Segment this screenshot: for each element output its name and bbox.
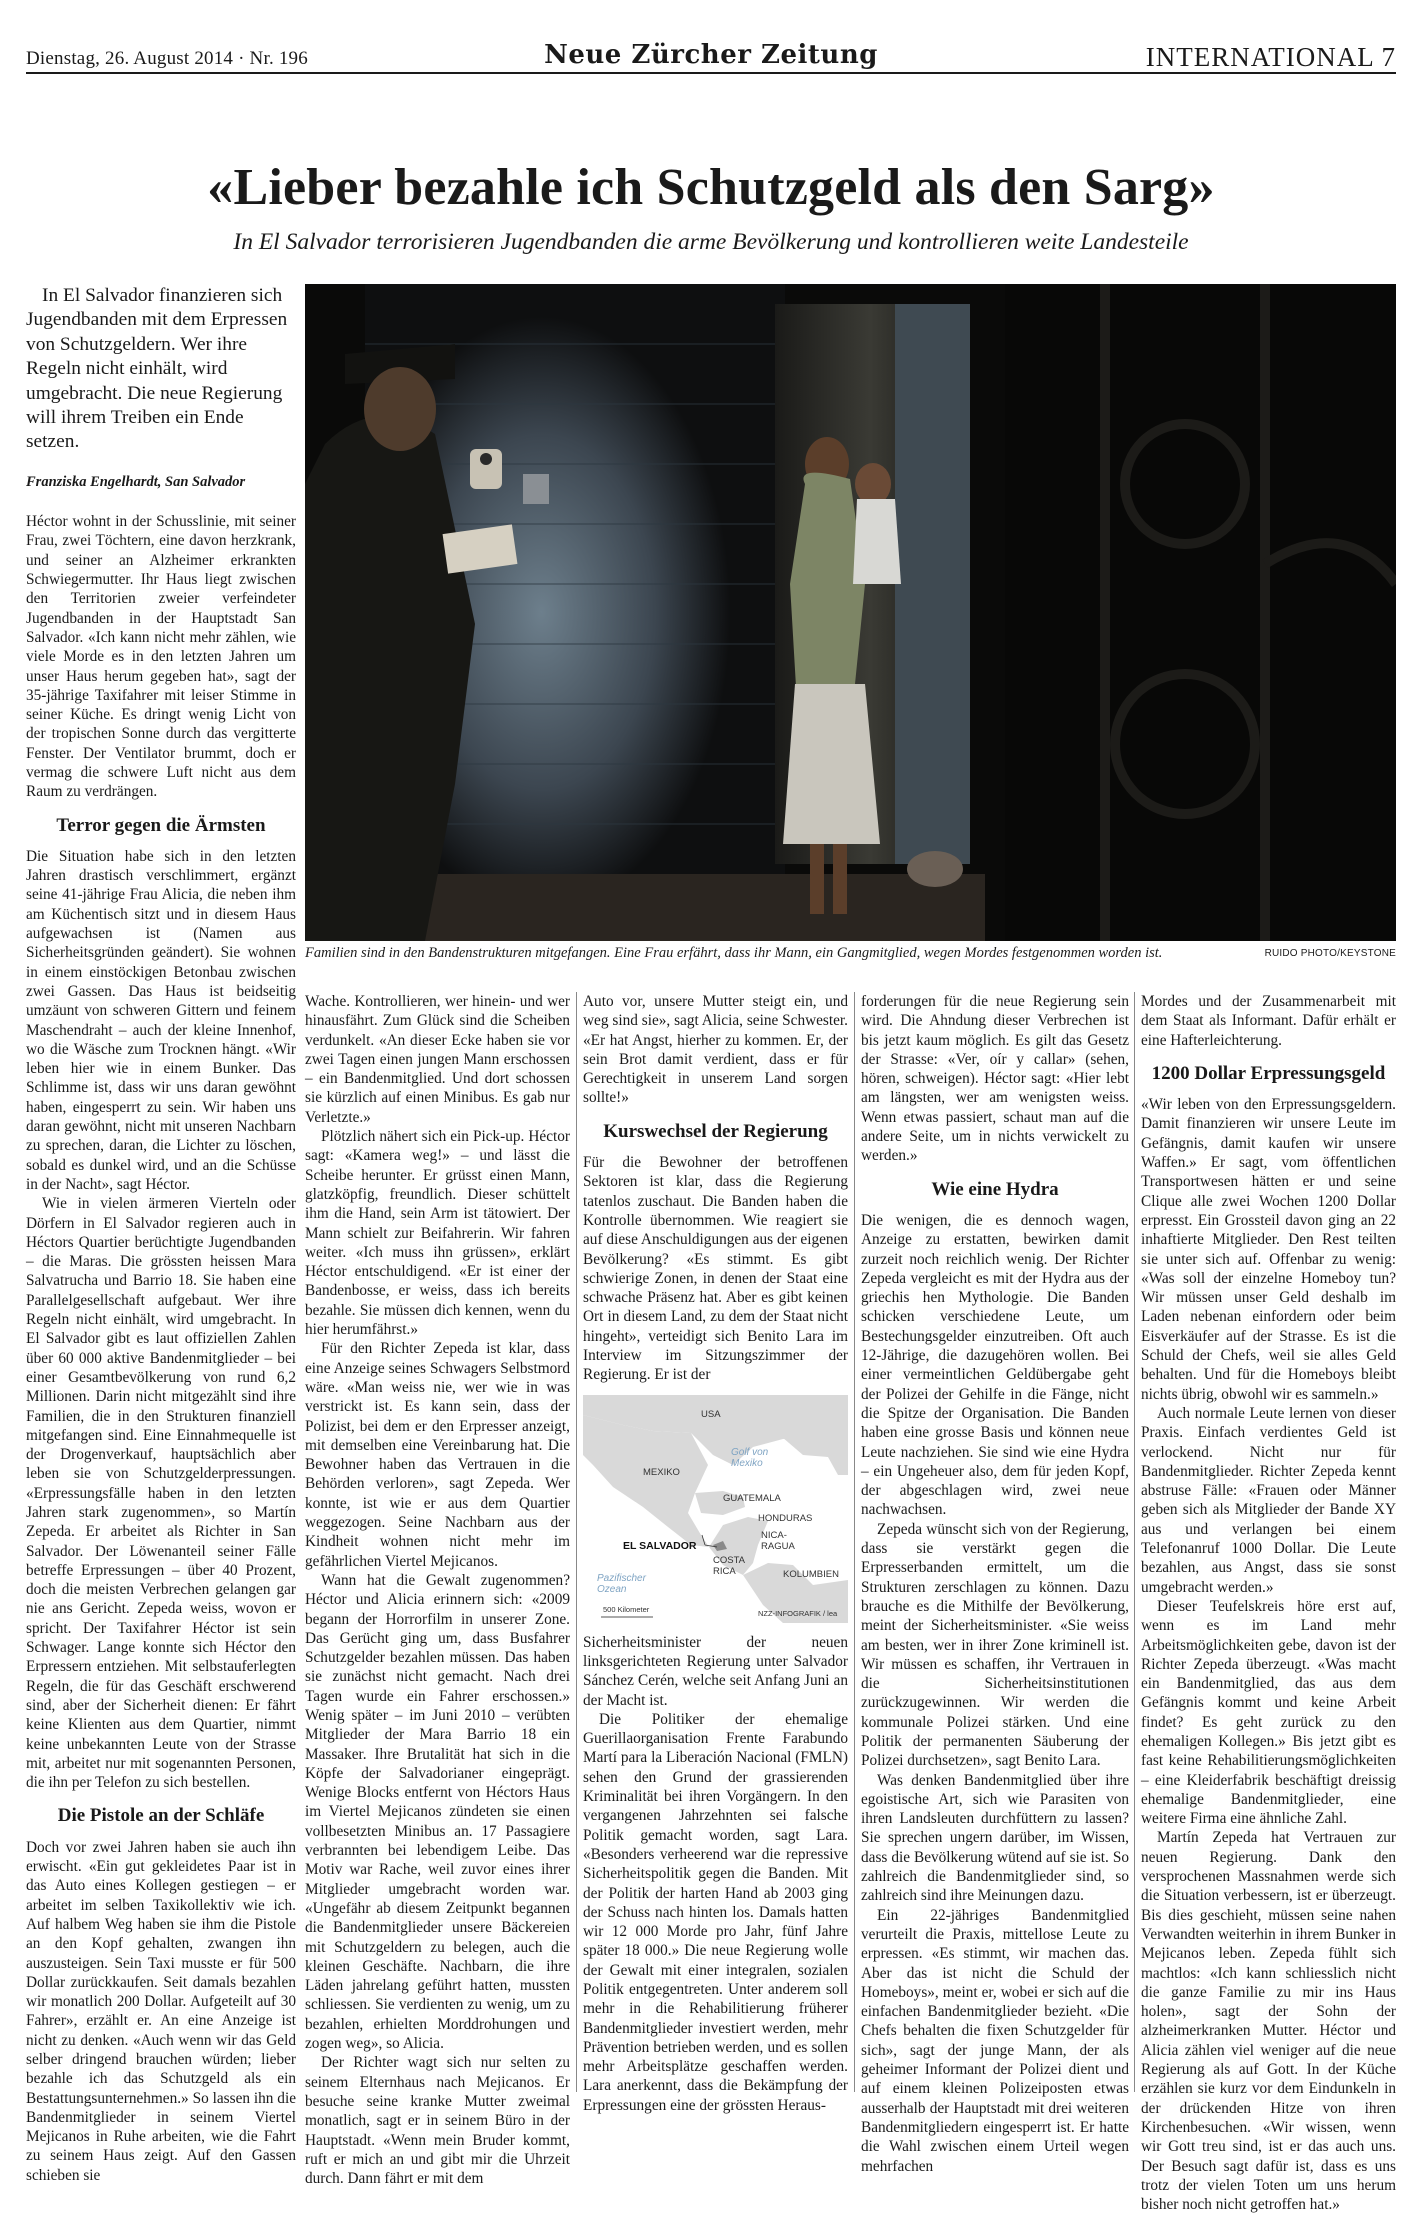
body-paragraph: Ein 22-jähriges Bandenmitglied verurteilt die Praxis, mittellose Leute zu erpressen. «Es stimmt, wir machen das. Aber das ist nicht die Schuld der Homeboys», meint er, wobei er sich auf die einfachen Bandenmitglieder bezieht. «Die Chefs behalten die fixen Schutzgelder für sich», sagt der junge Mann, der als geheimer Informant der Polizei dient und auf einem kleinen Polizeiposten etwas ausserhalb der Hauptstadt mit drei weiteren Bandenmitgliedern eingesperrt ist. Er hatte die Wahl zwischen einem Urteil wegen mehrfachen xyxy=(861,1906,1129,2175)
body-paragraph: Martín Zepeda hat Vertrauen zur neuen Regierung. Dank den versprochenen Massnahmen werde sich die Situation verbessern, ist er überzeugt. Bis dies geschieht, müssen seine nahen Verwandten weiterhin in ihrem Bunker in Mejicanos leben. Zepeda fühlt sich machtlos: «Ich kann schliesslich nicht die ganze Familie zu mir ins Haus holen», sagt der Sohn der alzheimerkranken Mutter. Héctor und Alicia zählen viel weniger auf die neue Regierung als auf Gott. In der Küche erzählen sie kurz vor dem Eindunkeln in der drückenden Hitze von ihren Kirchenbesuchen. «Wir wissen, wenn wir Gott treu sind, ist er das auch uns. Der Besuch sagt dafür ist, dass es uns trotz der vielen Toten um uns herum bisher noch nicht getroffen hat.» xyxy=(1141,1829,1396,2214)
column-1 xyxy=(26,284,296,2185)
body-paragraph: Sicherheitsminister der neuen linksgerichteten Regierung unter Salvador Sánchez Cerén, welche seit Anfang Juni an der Macht ist. xyxy=(583,1633,848,1709)
crosshead: Wie eine Hydra xyxy=(931,1178,1059,1200)
body-paragraph: Mordes und der Zusammenarbeit mit dem Staat als Informant. Dafür erhält er eine Hafterleichterung. xyxy=(1141,993,1396,1049)
body-paragraph: Wie in vielen ärmeren Vierteln oder Dörfern in El Salvador regieren auch in Héctors Quartier berüchtigte Jugendbanden – die Maras. Die grössten heissen Mara Salvatrucha und Barrio 18. Sie haben eine Parallelgesellschaft aufgebaut. Wer ihre Regeln nicht einhält, wird umgebracht. In El Salvador gibt es laut offiziellen Zahlen über 60 000 aktive Bandenmitglieder – bei einer Gesamtbevölkerung von rund 6,2 Millionen. Darin nicht mitgezählt sind ihre Familien, die in den Strukturen finanziell mitgefangen sind. Eine Einnahmequelle ist der Drogenverkauf, hauptsächlich aber leben sie von Schutzgelderpressungen. «Erpressungsfälle haben in den letzten Jahren stark zugenommen», so Martín Zepeda. Er arbeitet als Richter in San Salvador. Der Löwenanteil seiner Fälle betreffe Erpressungen – über 40 Prozent, doch die meisten Verbrechen gelangen gar nie ans Gericht. Zepeda weiss, wovon er spricht. Der Taxifahrer Héctor ist sein Schwager. Lange konnte sich Héctor den Erpressern entziehen. Mit selbstauferlegten Regeln, die für das Geschäft erschwerend sind, aber der Sicherheit dienen: Er fährt keine Klienten aus dem Quartier, nimmt keine unbekannten Leute von der Strasse mit, arbeitet nur mit sogenannten Personen, die ihn per Telefon zu sich bestellen. xyxy=(26,1195,296,1792)
body-paragraph: Auch normale Leute lernen von dieser Praxis. Einfach verdientes Geld ist verlockend. Nicht nur für Bandenmitglieder. Richter Zepeda kennt abstruse Fälle: «Frauen oder Männer geben sich als Mitglieder der Bande XY aus und verlangen bei einem Telefonanruf 1000 Dollar. Die Leute bezahlen, aus Angst, dass sie sonst umgebracht werden.» xyxy=(1141,1404,1396,1596)
map-label-pacific: Pazifischer Ozean xyxy=(597,1573,646,1595)
subheadline: In El Salvador terrorisieren Jugendbanden die arme Bevölkerung und kontrollieren weite Landesteile xyxy=(233,229,1189,255)
locator-map xyxy=(583,1395,848,1623)
header-rule xyxy=(26,72,1396,74)
crosshead: Die Pistole an der Schläfe xyxy=(57,1805,265,1827)
lead-paragraph: In El Salvador finanzieren sich Jugendbanden mit dem Erpressen von Schutzgeldern. Wer ihre Regeln nicht einhält, wird umgebracht. Die neue Regierung will ihrem Treiben ein Ende setzen. xyxy=(26,285,288,453)
body-paragraph: Plötzlich nähert sich ein Pick-up. Héctor sagt: «Kamera weg!» – und lässt die Scheibe herunter. Er grüsst einen Mann, glatzköpfig, freundlich. Dieser schüttelt ihm die Hand, sein Arm ist tätowiert. Der Mann schielt zur Beifahrerin. Wir fahren weiter. «Ich muss ihn grüssen», erklärt Héctor entschuldigend. «Er ist einer der Bandenbosse, er weiss, dass ich bereits bezahle. Sie müssen dich kennen, wenn du hier herumfährst.» xyxy=(305,1128,570,1339)
body-paragraph: Auto vor, unsere Mutter steigt ein, und weg sind sie», sagt Alicia, seine Schwester. «Er hat Angst, hierher zu kommen. Er, der sein Brot damit verdient, dass er für Gerechtigkeit in unserem Land sorgen sollte!» xyxy=(583,993,848,1107)
headline: «Lieber bezahle ich Schutzgeld als den Sarg» xyxy=(207,159,1215,216)
column-rule xyxy=(1134,992,1135,2092)
crosshead: Kurswechsel der Regierung xyxy=(603,1120,828,1142)
column-rule xyxy=(854,992,855,2092)
map-credit: NZZ-INFOGRAFIK / lea xyxy=(758,1609,838,1618)
section-label: INTERNATIONAL 7 xyxy=(1145,42,1396,72)
photo-illustration xyxy=(305,284,1396,941)
body-paragraph: Dieser Teufelskreis höre erst auf, wenn es im Land mehr Arbeitsmöglichkeiten gebe, davon ist der Richter Zepeda überzeugt. «Was macht ein Bandenmitglied, das aus dem Gefängnis kommt und keine Arbeit findet? Es geht zurück zu den ehemaligen Kollegen.» Bis jetzt gibt es fast keine Rehabilitierungsmöglichkeiten – eine Kleiderfabrik beschäftigt dreissig ehemalige Bandenmitglieder, eine weitere Firma eine ähnliche Zahl. xyxy=(1141,1597,1396,1828)
map-label-nicaragua: NICA-RAGUA xyxy=(761,1530,795,1552)
body-paragraph: Für die Bewohner der betroffenen Sektoren ist klar, dass die Regierung tatenlos zuschaut. Die Banden haben die Kontrolle übernommen. Wie reagiert sie auf diese Anschuldigungen aus der eigenen Bevölkerung? «Es stimmt. Es gibt schwierige Zonen, in denen der Staat eine schwache Präsenz hat. Aber es gibt keinen Ort in diesem Land, zu dem der Staat nicht hingeht», verteidigt sich Benito Lara im Interview im Sitzungszimmer der Regierung. Er ist der xyxy=(583,1154,848,1384)
crosshead: 1200 Dollar Erpressungsgeld xyxy=(1151,1062,1386,1084)
photo-credit: RUIDO PHOTO/KEYSTONE xyxy=(1264,948,1396,959)
column-4 xyxy=(861,992,1129,2176)
map-label-honduras: HONDURAS xyxy=(758,1513,813,1524)
body-paragraph: Doch vor zwei Jahren haben sie auch ihn erwischt. «Ein gut gekleidetes Paar ist in das Auto eines Kollegen gestiegen – er arbeitet im selben Taxikollektiv wie ich. Auf halbem Weg haben sie ihm die Pistole an den Kopf gehalten, zwangen ihn auszusteigen. Sein Taxi musste er für 500 Dollar zurückkaufen. Seit damals bezahlen wir monatlich 200 Dollar. Aufgeteilt auf 30 Fahrer», erzählt er. An eine Anzeige ist nicht zu denken. «Auch wenn wir das Geld selber dringend brauchen würden; lieber bezahle ich das Schutzgeld als ein Bestattungsunternehmen.» So lassen ihn die Bandenmitglieder in seinem Viertel Mejicanos in Ruhe arbeiten, wie die Fahrt zu seinem Haus zeigt. Auf den Gassen schieben sie xyxy=(26,1838,296,2184)
page-header xyxy=(26,38,1396,74)
crosshead: Terror gegen die Ärmsten xyxy=(56,814,266,836)
column-2 xyxy=(305,992,570,2188)
map-label-guatemala: GUATEMALA xyxy=(723,1493,781,1504)
lead-photo xyxy=(305,284,1396,941)
map-label-gulf: Golf von Mexiko xyxy=(731,1447,769,1469)
body-paragraph: Die wenigen, die es dennoch wagen, Anzeige zu erstatten, bewirken damit zurzeit noch reichlich wenig. Der Richter Zepeda vergleicht es mit der Hydra aus der griechis hen Mythologie. Die Banden schicken verschiedene Leute, um Bestechungsgelder einzutreiben. Oft auch 12-Jährige, die dazugehören wollen. Bei einer vermeintlichen Geldübergabe geht der Polizei der Gehilfe in die Fänge, nicht die Spitze der Organisation. Die Banden haben eine grosse Basis und können neue Leute nachziehen. Sie sind wie eine Hydra – ein Ungeheuer also, dem für jeden Kopf, der abgeschlagen wird, zwei neue nachwachsen. xyxy=(861,1211,1129,1519)
body-paragraph: Wache. Kontrollieren, wer hinein- und wer hinausfährt. Zum Glück sind die Scheiben verdunkelt. «An dieser Ecke haben sie vor zwei Tagen einen jungen Mann erschossen – ein Bandenmitglied. Und dort schossen sie kürzlich auf einen Minibus. Es gab nur Verletzte.» xyxy=(305,993,570,1126)
column-5 xyxy=(1141,992,1396,2214)
map-label-kolumbien: KOLUMBIEN xyxy=(783,1569,839,1580)
map-scale: 500 Kilometer xyxy=(603,1605,650,1614)
byline: Franziska Engelhardt, San Salvador xyxy=(26,473,246,490)
body-paragraph: «Wir leben von den Erpressungsgeldern. Damit finanzieren wir unsere Leute im Gefängnis, damit kaufen wir unsere Waffen.» Er sagt, vom öffentlichen Transportwesen hätten er und seine Clique alle zwei Wochen 1200 Dollar erpresst. Ein Grossteil davon ging an 22 inhaftierte Mitglieder. Den Rest teilten sie unter sich auf. Offenbar zu wenig: «Was soll der einzelne Homeboy tun? Wir müssen unser Geld deshalb im Laden nebenan einfordern oder beim Eisverkäufer auf der Strasse. Es ist die Schuld der Chefs, weil sie alles Geld behalten. Und für die Homeboys bleibt nichts übrig, obwohl wir es sammeln.» xyxy=(1141,1096,1396,1403)
body-paragraph: Die Politiker der ehemalige Guerillaorganisation Frente Farabundo Martí para la Liberación Nacional (FMLN) sehen den Grund der grassierenden Kriminalität bei ihren Vorgängern. In den vergangenen Jahrzehnten sei falsche Politik gemacht worden, sagt Lara. «Besonders verheerend war die repressive Sicherheitspolitik gegen die Banden. Mit der Politik der harten Hand ab 2003 ging der Schuss nach hinten los. Damals hatten wir 12 000 Morde pro Jahr, fünf Jahre später 18 000.» Die neue Regierung wolle der Gewalt mit einer integralen, sozialen Politik entgegentreten. Unter anderem soll mehr in die Rehabilitierung früherer Bandenmitglieder investiert werden, mehr Prävention betrieben werden, und es sollen mehr Arbeitsplätze geschaffen werden. Lara anerkennt, dass die Bekämpfung der Erpressungen eine der grössten Heraus- xyxy=(583,1710,848,2114)
body-paragraph: Héctor wohnt in der Schusslinie, mit seiner Frau, zwei Töchtern, eine davon herzkrank, und seiner an Alzheimer erkrankten Schwiegermutter. Ihr Haus liegt zwischen den Territorien zweier verfeindeter Jugendbanden in der Hauptstadt San Salvador. «Ich kann nicht mehr zählen, wie viele Morde es in den letzten Jahren um unser Haus herum gegeben hat», sagt der 35-jährige Taxifahrer mit leiser Stimme in seiner Küche. Es dringt wenig Licht von der tropischen Sonne durch das vergitterte Fenster. Der Ventilator brummt, doch er vermag die schwere Luft nicht aus dem Raum zu verdrängen. xyxy=(26,513,296,801)
body-paragraph: Zepeda wünscht sich von der Regierung, dass sie verstärkt gegen die Erpresserbanden ermittelt, um die Strukturen zerschlagen zu können. Dazu brauche es die Mithilfe der Bevölkerung, meint der Sicherheitsminister. «Sie weiss am besten, wer in ihrer Zone kriminell ist. Wir müssen es schaffen, ihr Vertrauen in die Sicherheitsinstitutionen zurückzugewinnen. Wir werden die kommunale Polizei stärken. Und eine Politik der permanenten Säuberung der Polizei durchsetzen», sagt Benito Lara. xyxy=(861,1520,1129,1770)
masthead: Neue Zürcher Zeitung xyxy=(544,40,878,70)
body-paragraph: forderungen für die neue Regierung sein wird. Die Ahndung dieser Verbrechen ist bis jetzt kaum möglich. Es gilt das Gesetz der Strasse: «Ver, oír y callar» (sehen, hören, schweigen). Héctor sagt: «Hier lebt am längsten, wer am wenigsten weiss. Wenn etwas passiert, schaut man auf die andere Seite, um in nichts verwickelt zu werden.» xyxy=(861,993,1129,1165)
issue-date: Dienstag, 26. August 2014 · Nr. 196 xyxy=(26,48,308,69)
body-paragraph: Wann hat die Gewalt zugenommen? Héctor und Alicia erinnern sich: «2009 begann der Horrorfilm in unserer Zone. Das Gerücht ging um, dass Busfahrer Schutzgelder bezahlen müssen. Das haben sie zunächst nicht gemacht. Nach drei Tagen wurde ein Fahrer erschossen.» Wenig später – im Juni 2010 – verübten Mitglieder der Mara Barrio 18 ein Massaker. Ihre Brutalität hat sich in die Köpfe der Salvadorianer eingeprägt. Wenige Blocks entfernt von Héctors Haus im Viertel Mejicanos zündeten sie einen vollbesetzten Minibus an. 17 Passagiere verbrannten bei lebendigem Leibe. Das Motiv war Rache, weil zuvor eines ihrer Mitglieder umgebracht worden war. «Ungefähr ab diesem Zeitpunkt begannen die Bandenmitglieder unsere Bäckereien mit Schutzgeldern zu belegen, auch die kleinen Geschäfte. Nachbarn, die ihre Läden jahrelang geführt hatten, mussten schliessen. Sie verdienten zu wenig, um zu bezahlen, erhielten Morddrohungen und zogen weg», so Alicia. xyxy=(305,1571,570,2053)
body-paragraph: Der Richter wagt sich nur selten zu seinem Elternhaus nach Mejicanos. Er besuche seine kranke Mutter zweimal monatlich, sagt er in seinem Büro in der Hauptstadt. «Wenn mein Bruder kommt, ruft er mich an und gibt mir die Uhrzeit durch. Dann fährt er mit dem xyxy=(305,2054,570,2188)
map-label-mexico: MEXIKO xyxy=(643,1467,680,1478)
map-label-usa: USA xyxy=(701,1409,721,1420)
body-paragraph: Die Situation habe sich in den letzten Jahren drastisch verschlimmert, ergänzt seine 41-jährige Frau Alicia, die neben ihm am Küchentisch sitzt und in diesem Haus aufgewachsen ist (Namen aus Sicherheitsgründen geändert). Sie wohnen in einem einstöckigen Betonbau zwischen zwei Gassen. Das Haus ist beidseitig umzäunt von schweren Gittern und feinem Maschendraht – auch der kleine Innenhof, wo die Wäsche zum Trocknen hängt. «Wir leben hier wie in einem Bunker. Das Schlimme ist, dass wir uns daran gewöhnt haben, eingesperrt zu sein. Wir haben uns daran gewöhnt, nicht mit unseren Nachbarn zu sprechen, daran, die Lichter zu löschen, sobald es dunkel wird, und an die Schüsse in der Nacht», sagt Héctor. xyxy=(26,847,296,1193)
photo-caption: Familien sind in den Bandenstrukturen mitgefangen. Eine Frau erfährt, dass ihr Mann, ein Gangmitglied, wegen Mordes festgenommen worden ist. xyxy=(305,945,1163,961)
body-paragraph: Was denken Bandenmitglied über ihre egoistische Art, sich wie Parasiten von ihren Landsleuten durchfüttern zu lassen? Sie sprechen ungern darüber, im Wissen, dass die Bevölkerung wütend auf sie ist. So zahlreich die Bandenmitglieder sind, so zahlreich sind ihre Meinungen dazu. xyxy=(861,1771,1129,1905)
column-rule xyxy=(576,992,577,2092)
map-label-costa-rica: COSTA RICA xyxy=(713,1555,745,1577)
map-label-el-salvador: EL SALVADOR xyxy=(623,1540,697,1552)
body-paragraph: Für den Richter Zepeda ist klar, dass eine Anzeige seines Schwagers Selbstmord wäre. «Man weiss nie, wer wie in was verstrickt ist. Es kann sein, dass der Polizist, bei dem er den Erpresser anzeigt, mit demselben eine Vereinbarung hat. Die Bewohner haben das Vertrauen in die Behörden verloren», sagt Zepeda. Wer konnte, ist wie er aus dem Quartier weggezogen. Seine Nachbarn aus der Kindheit wohnen nicht mehr im gefährlichen Viertel Mejicanos. xyxy=(305,1340,570,1570)
